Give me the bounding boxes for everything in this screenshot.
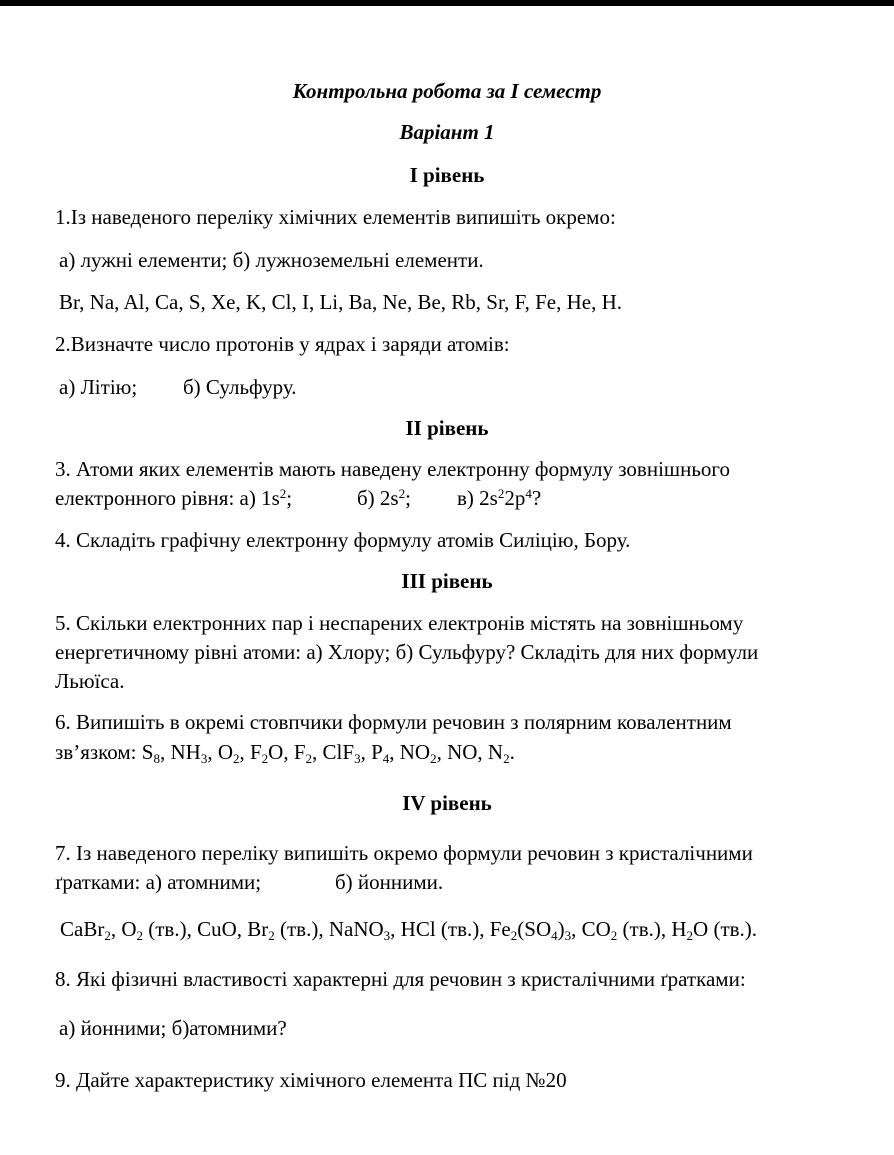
question-5-line-3: Льюїса. (55, 669, 125, 693)
question-7-line-1: 7. Із наведеного переліку випишіть окремо формули речовин з кристалічними (55, 841, 753, 865)
question-7-option-b: б) йонними. (335, 870, 444, 894)
question-2-option-b: б) Сульфуру. (183, 375, 297, 399)
question-9-text: 9. Дайте характеристику хімічного елемента ПС під №20 (55, 1068, 567, 1092)
page-title: Контрольна робота за І семестр (292, 79, 602, 103)
level-1-heading: І рівень (409, 163, 485, 187)
question-6-line-1: 6. Випишіть в окремі стовпчики формули речовин з полярним ковалентним (55, 710, 732, 734)
question-1-element-list: Br, Na, Al, Ca, S, Xe, K, Cl, I, Li, Ba, Ne, Be, Rb, Sr, F, Fe, He, H. (59, 290, 623, 314)
question-7-formula-list: CaBr$_2$, $O_2$ (тв.), CuO, $Br_2$ (тв.), NaNO$_3$, HCl (тв.), $Fe_2(SO_4)_3$, $CO_2$ (тв.), $H_2O$ (тв.). (60, 917, 758, 943)
question-2-text: 2.Визначте число протонів у ядрах і заряди атомів: (55, 332, 510, 356)
question-1-text: 1.Із наведеного переліку хімічних елементів випишіть окремо: (55, 205, 616, 229)
variant-heading: Варіант 1 (399, 120, 495, 144)
question-8-text: 8. Які фізичні властивості характерні для речовин з кристалічними ґратками: (55, 967, 746, 991)
question-3-formula-c: в) $2s^22p^4$? (457, 486, 542, 510)
question-3-line-1: 3. Атоми яких елементів мають наведену електронну формулу зовнішнього (55, 457, 730, 481)
question-6-formula-line: зв’язком: $S_8$, $NH_3$, $O_2$, $F_2O$, $F_2$, ClF$_3$, $P_4$, $NO_2$, NO, $N_2$. (55, 740, 515, 766)
question-2-option-a: а) Літію; (59, 375, 138, 399)
question-3-line-2: електронного рівня: а) $1s^2$; (55, 486, 293, 510)
level-3-heading: ІІІ рівень (401, 569, 493, 593)
question-5-line-1: 5. Скільки електронних пар і неспарених електронів містять на зовнішньому (55, 611, 744, 635)
question-5-line-2: енергетичному рівні атоми: а) Хлору; б) Сульфуру? Складіть для них формули (55, 640, 759, 664)
question-8-options: а) йонними; б)атомними? (59, 1016, 287, 1040)
level-2-heading: ІІ рівень (405, 416, 489, 440)
question-7-option-a: ґратками: а) атомними; (55, 870, 262, 894)
question-1-options: а) лужні елементи; б) лужноземельні елементи. (59, 248, 484, 272)
question-4-text: 4. Складіть графічну електронну формулу атомів Силіцію, Бору. (55, 528, 631, 552)
level-4-heading: IV рівень (402, 791, 492, 815)
question-3-formula-b: б) $2s^2$; (357, 486, 411, 510)
